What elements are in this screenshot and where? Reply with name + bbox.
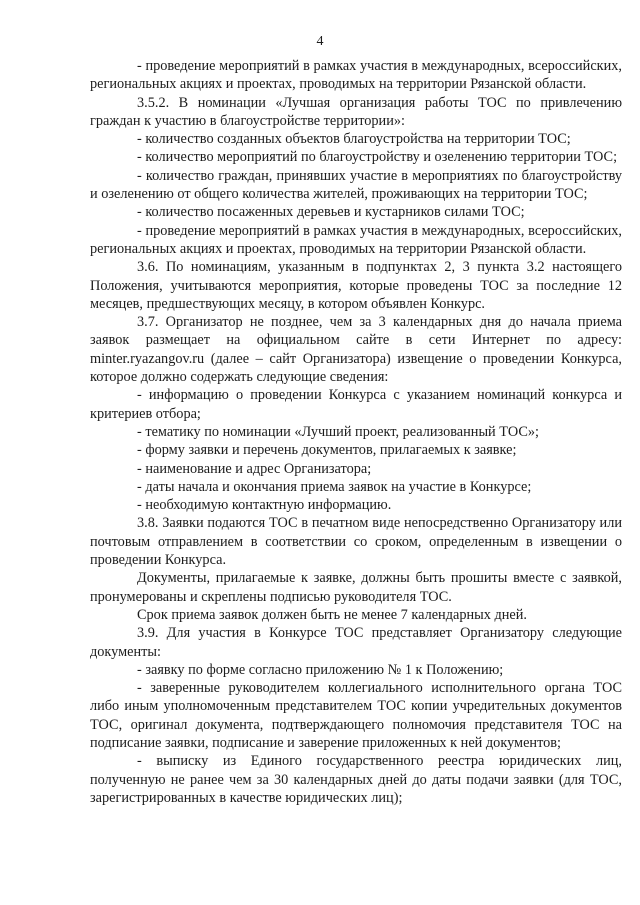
document-body [90,57,622,807]
paragraph: - проведение мероприятий в рамках участия в международных, всероссийских, региональных акциях и проектах, проводимых на территории Рязанской области. [90,58,622,93]
paragraph: - количество посаженных деревьев и кустарников силами ТОС; [137,204,525,221]
paragraph: 3.7. Организатор не позднее, чем за 3 календарных дня до начала приема заявок размещает на официальном сайте в сети Интернет по адресу: minter.ryazangov.ru (далее – сайт Организатора) извещение о проведении Конкурса, которое должно содержать следующие сведения: [90,314,622,386]
paragraph: 3.9. Для участия в Конкурсе ТОС представляет Организатору следующие документы: [90,625,622,660]
paragraph: Срок приема заявок должен быть не менее 7 календарных дней. [137,606,527,623]
paragraph: - заверенные руководителем коллегиального исполнительного органа ТОС либо иным уполномоченным представителем ТОС копии учредительных документов ТОС, оригинал документа, подтверждающего полномочия представителя ТОС на подписание заявки, подписание и заверение приложенных к ней документов; [90,680,622,751]
paragraph: - тематику по номинации «Лучший проект, реализованный ТОС»; [137,423,539,440]
paragraph: - даты начала и окончания приема заявок на участие в Конкурсе; [137,478,532,495]
paragraph: - форму заявки и перечень документов, прилагаемых к заявке; [137,442,517,459]
paragraph: - количество граждан, принявших участие в мероприятиях по благоустройству и озеленению от общего количества жителей, проживающих на территории ТОС; [90,167,622,203]
paragraph: - необходимую контактную информацию. [137,497,392,514]
paragraph: - информацию о проведении Конкурса с указанием номинаций конкурса и критериев отбора; [90,387,622,422]
paragraph: - выписку из Единого государственного реестра юридических лиц, полученную не ранее чем за 30 календарных дней до даты подачи заявки (для ТОС, зарегистрированных в качестве юридических лиц); [90,753,622,806]
paragraph: 3.8. Заявки подаются ТОС в печатном виде непосредственно Организатору или почтовым отправлением в соответствии со сроком, определенным в извещении о проведении Конкурса. [90,515,622,569]
paragraph: - проведение мероприятий в рамках участия в международных, всероссийских, региональных акциях и проектах, проводимых на территории Рязанской области. [90,222,622,257]
paragraph: - количество созданных объектов благоустройства на территории ТОС; [137,131,571,148]
paragraph: 3.6. По номинациям, указанным в подпунктах 2, 3 пункта 3.2 настоящего Положения, учитываются мероприятия, которые проведены ТОС за последние 12 месяцев, предшествующих месяцу, в котором объявлен Конкурс. [90,259,622,312]
paragraph: - наименование и адрес Организатора; [137,460,372,477]
paragraph: - заявку по форме согласно приложению № 1 к Положению; [137,661,504,678]
page-number: 4 [316,34,324,49]
paragraph: Документы, прилагаемые к заявке, должны быть прошиты вместе с заявкой, пронумерованы и скреплены подписью руководителя ТОС. [90,570,622,605]
paragraph: - количество мероприятий по благоустройству и озеленению территории ТОС; [137,149,618,166]
paragraph: 3.5.2. В номинации «Лучшая организация работы ТОС по привлечению граждан к участию в благоустройстве территории»: [90,94,622,129]
